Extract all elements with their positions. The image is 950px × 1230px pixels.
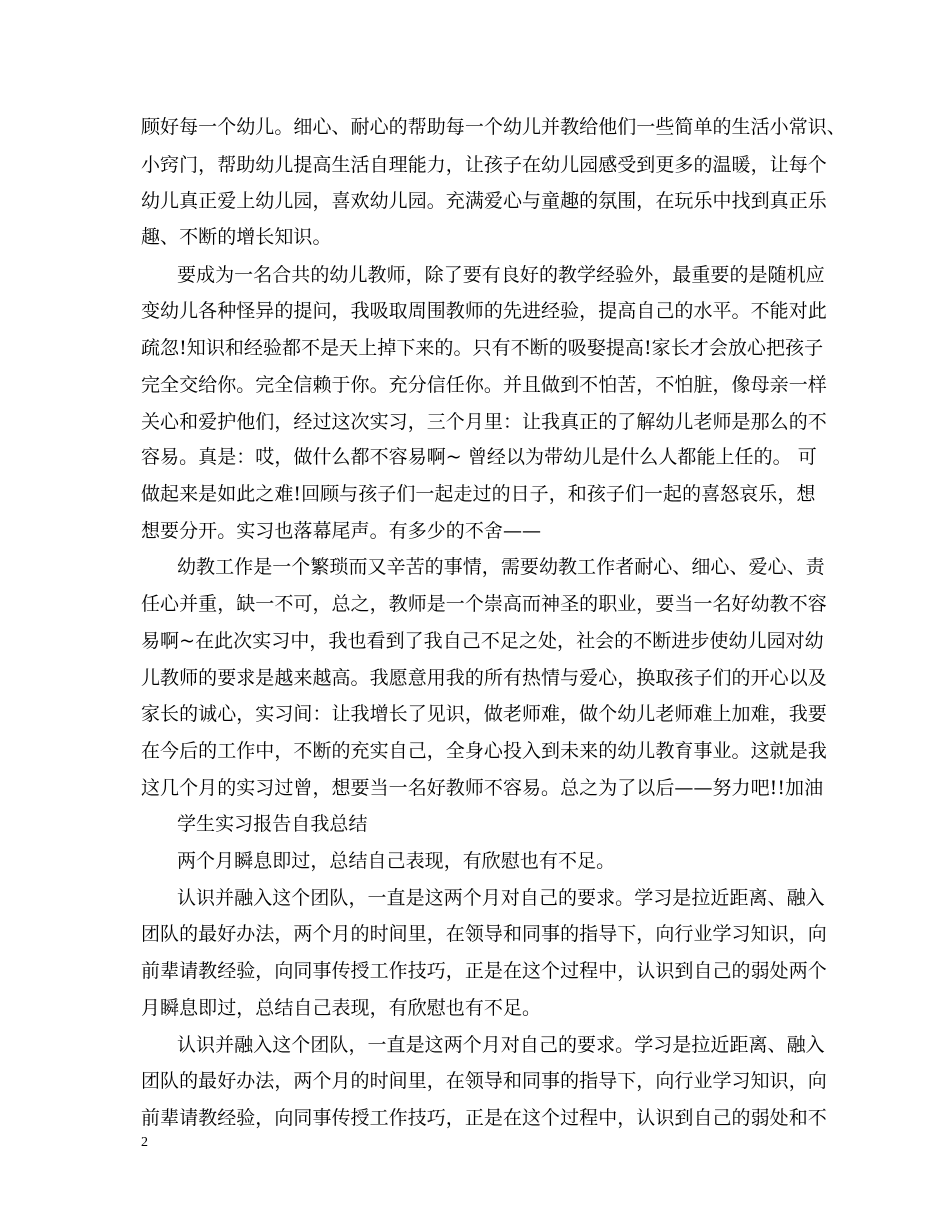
text-line: 顾好每一个幼儿。细心、耐心的帮助每一个幼儿并教给他们一些简单的生活小常识、 (141, 116, 846, 138)
section-heading: 学生实习报告自我总结 (177, 813, 368, 835)
text-line: 变幼儿各种怪异的提问，我吸取周围教师的先进经验，提高自己的水平。不能对此 (141, 300, 827, 322)
text-line: 月瞬息即过，总结自己表现，有欣慰也有不足。 (141, 997, 542, 1019)
paragraph-start-line: 要成为一名合共的幼儿教师，除了要有良好的教学经验外，最重要的是随机应 (177, 264, 825, 286)
text-line: 小窍门，帮助幼儿提高生活自理能力，让孩子在幼儿园感受到更多的温暖，让每个 (141, 154, 827, 176)
text-line: 团队的最好办法，两个月的时间里，在领导和同事的指导下，向行业学习知识，向 (141, 923, 827, 945)
text-line: 做起来是如此之难!回顾与孩子们一起走过的日子，和孩子们一起的喜怒哀乐，想 (141, 483, 816, 505)
text-line: 家长的诚心，实习间：让我增长了见识，做老师难，做个幼儿老师难上加难，我要 (141, 703, 827, 725)
paragraph-start-line: 认识并融入这个团队，一直是这两个月对自己的要求。学习是拉近距离、融入 (177, 887, 825, 909)
paragraph-start-line: 幼教工作是一个繁琐而又辛苦的事情，需要幼教工作者耐心、细心、爱心、责 (177, 556, 825, 578)
text-line: 这几个月的实习过曾，想要当一名好教师不容易。总之为了以后——努力吧!!加油 (141, 777, 824, 799)
text-line: 易啊~在此次实习中，我也看到了我自己不足之处，社会的不断进步使幼儿园对幼 (141, 630, 824, 652)
text-line: 前辈请教经验，向同事传授工作技巧，正是在这个过程中，认识到自己的弱处和不 (141, 1107, 827, 1129)
text-line: 幼儿真正爱上幼儿园，喜欢幼儿园。充满爱心与童趣的氛围，在玩乐中找到真正乐 (141, 190, 827, 212)
text-line: 在今后的工作中，不断的充实自己，全身心投入到未来的幼儿教育事业。这就是我 (141, 740, 827, 762)
text-line: 完全交给你。完全信赖于你。充分信任你。并且做到不怕苦，不怕脏，像母亲一样 (141, 374, 827, 396)
text-line: 趣、不断的增长知识。 (141, 226, 332, 248)
text-line: 疏忽!知识和经验都不是天上掉下来的。只有不断的吸娶提高!家长才会放心把孩子 (141, 337, 824, 359)
page-number: 2 (141, 1135, 148, 1150)
text-line: 团队的最好办法，两个月的时间里，在领导和同事的指导下，向行业学习知识，向 (141, 1070, 827, 1092)
text-line: 关心和爱护他们，经过这次实习，三个月里：让我真正的了解幼儿老师是那么的不 (141, 411, 827, 433)
paragraph-start-line: 两个月瞬息即过，总结自己表现，有欣慰也有不足。 (177, 850, 616, 872)
text-line: 任心并重，缺一不可，总之，教师是一个崇高而神圣的职业，要当一名好幼教不容 (141, 593, 827, 615)
text-line: 想要分开。实习也落幕尾声。有多少的不舍—— (141, 520, 542, 542)
paragraph-start-line: 认识并融入这个团队，一直是这两个月对自己的要求。学习是拉近距离、融入 (177, 1034, 825, 1056)
text-line: 前辈请教经验，向同事传授工作技巧，正是在这个过程中，认识到自己的弱处两个 (141, 960, 827, 982)
text-line: 容易。真是：哎，做什么都不容易啊~ 曾经以为带幼儿是什么人都能上任的。 可 (141, 446, 817, 468)
text-line: 儿教师的要求是越来越高。我愿意用我的所有热情与爱心，换取孩子们的开心以及 (141, 667, 827, 689)
